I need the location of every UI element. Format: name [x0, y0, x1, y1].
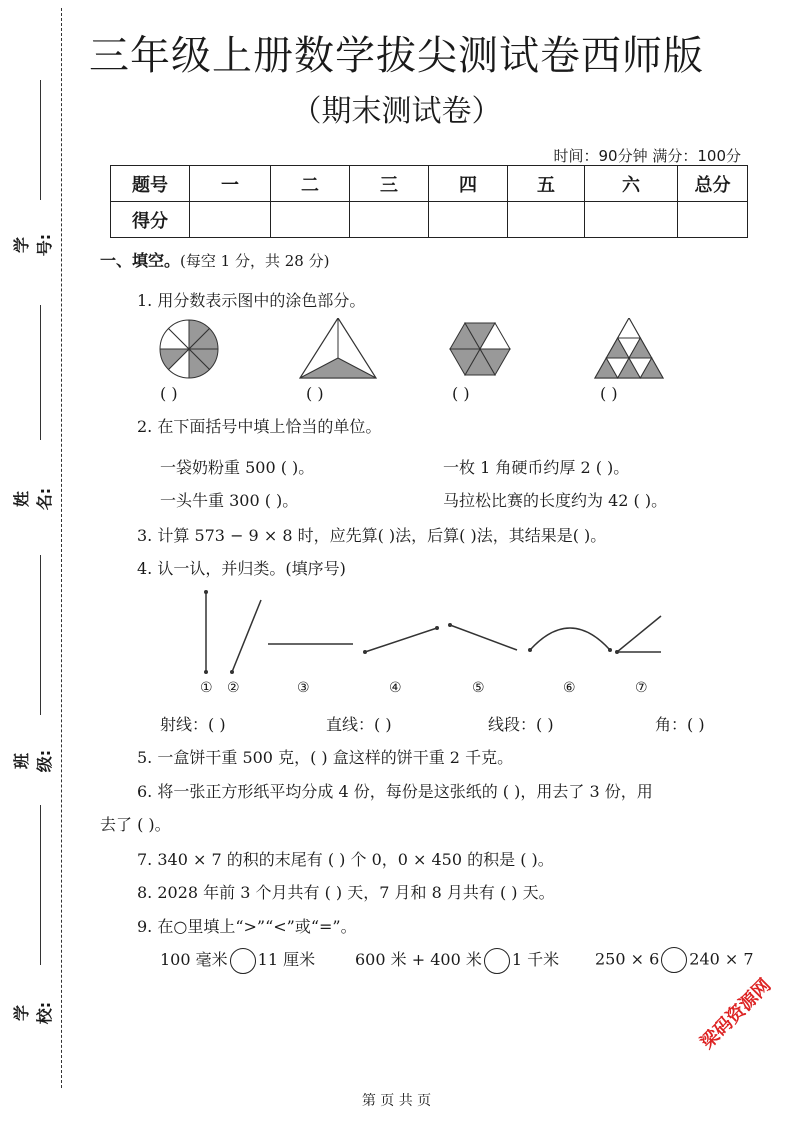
score-entry-cell[interactable]	[429, 202, 508, 238]
score-entry-cell[interactable]	[508, 202, 585, 238]
score-entry-cell[interactable]	[350, 202, 429, 238]
figure-label: ④	[389, 680, 402, 696]
figure-label: ⑤	[472, 680, 485, 696]
figure-label: ⑥	[563, 680, 576, 696]
question-7: 7. 340 × 7 的积的末尾有 ( ) 个 0，0 × 450 的积是 ( )。	[137, 850, 554, 869]
q4-line-answer[interactable]: 直线：( )	[326, 715, 392, 734]
student-id-label: 学号:	[12, 233, 54, 257]
score-table-score-row	[111, 202, 748, 238]
question-9b	[355, 947, 559, 974]
answer-blank[interactable]: ( )	[600, 384, 618, 403]
question-2b: 一枚 1 角硬币约厚 2 ( )。	[443, 458, 630, 477]
question-8: 8. 2028 年前 3 个月共有 ( ) 天，7 月和 8 月共有 ( ) 天。	[137, 883, 555, 902]
class-line	[40, 555, 41, 715]
answer-blank[interactable]: ( )	[306, 384, 324, 403]
compare-left: 100 毫米	[160, 950, 228, 969]
table-cell: 二	[271, 166, 350, 202]
binding-dashed-line	[61, 8, 62, 1088]
section-heading	[100, 248, 329, 271]
question-2: 2. 在下面括号中填上恰当的单位。	[137, 417, 382, 436]
question-5: 5. 一盒饼干重 500 克，( ) 盒这样的饼干重 2 千克。	[137, 748, 514, 767]
hexagon-figure	[450, 323, 510, 375]
compare-right: 1 千米	[511, 950, 560, 969]
question-2d: 马拉松比赛的长度约为 42 ( )。	[443, 491, 668, 510]
name-label: 姓名:	[12, 487, 54, 511]
table-cell: 总分	[678, 166, 748, 202]
school-line	[40, 805, 41, 965]
section-note: (每空 1 分，共 28 分)	[180, 252, 330, 270]
answer-blank[interactable]: ( )	[452, 384, 470, 403]
circle-figure	[160, 320, 218, 378]
compare-circle[interactable]	[484, 948, 510, 974]
question-6-continued: 去了 ( )。	[100, 815, 171, 834]
question-3: 3. 计算 573 − 9 × 8 时，应先算( )法，后算( )法，其结果是( )。	[137, 526, 607, 545]
q4-segment-answer[interactable]: 线段：( )	[488, 715, 554, 734]
fraction-figures	[150, 318, 670, 382]
score-table	[110, 165, 748, 238]
class-label: 班级:	[12, 749, 54, 773]
score-entry-cell[interactable]	[190, 202, 271, 238]
name-line	[40, 305, 41, 440]
q4-angle-answer[interactable]: 角：( )	[655, 715, 705, 734]
figure-label: ⑦	[635, 680, 648, 696]
compare-right: 11 厘米	[257, 950, 316, 969]
table-cell: 题号	[111, 166, 190, 202]
score-entry-cell[interactable]	[271, 202, 350, 238]
watermark-stamp: 梁码资源网	[696, 974, 776, 1054]
school-label: 学校:	[12, 1001, 54, 1025]
question-1: 1. 用分数表示图中的涂色部分。	[137, 291, 366, 310]
question-9c	[595, 947, 754, 973]
compare-left: 250 × 6	[595, 949, 660, 969]
compare-left: 600 米 + 400 米	[355, 950, 482, 969]
compare-circle[interactable]	[230, 948, 256, 974]
question-2c: 一头牛重 300 ( )。	[160, 491, 299, 510]
page-footer: 第 页 共 页	[361, 1093, 432, 1109]
triangle-figure	[300, 318, 376, 378]
table-cell: 四	[429, 166, 508, 202]
figure-label: ②	[227, 680, 240, 696]
table-cell: 一	[190, 166, 271, 202]
compare-circle[interactable]	[661, 947, 687, 973]
score-table-header-row	[111, 166, 748, 202]
table-cell: 六	[585, 166, 678, 202]
section-title: 一、填空。	[100, 251, 181, 270]
page-subtitle: （期末测试卷）	[291, 94, 502, 129]
table-cell: 得分	[111, 202, 190, 238]
q4-ray-answer[interactable]: 射线：( )	[160, 715, 226, 734]
question-4: 4. 认一认，并归类。(填序号)	[137, 559, 346, 578]
compare-right: 240 × 7	[689, 949, 754, 969]
page-title: 三年级上册数学拔尖测试卷西师版	[89, 33, 704, 79]
score-entry-cell[interactable]	[585, 202, 678, 238]
question-2a: 一袋奶粉重 500 ( )。	[160, 458, 315, 477]
score-entry-cell[interactable]	[678, 202, 748, 238]
question-9: 9. 在○里填上“>”“<”或“=”。	[137, 917, 357, 936]
table-cell: 三	[350, 166, 429, 202]
answer-blank[interactable]: ( )	[160, 384, 178, 403]
exam-meta: 时间：90分钟 满分：100分	[553, 147, 741, 165]
triangle-grid-figure	[595, 318, 663, 378]
line-figures	[195, 588, 675, 678]
figure-label: ①	[200, 680, 213, 696]
question-6: 6. 将一张正方形纸平均分成 4 份，每份是这张纸的 ( )，用去了 3 份，用	[137, 782, 653, 801]
table-cell: 五	[508, 166, 585, 202]
question-9a	[160, 947, 315, 974]
figure-label: ③	[297, 680, 310, 696]
